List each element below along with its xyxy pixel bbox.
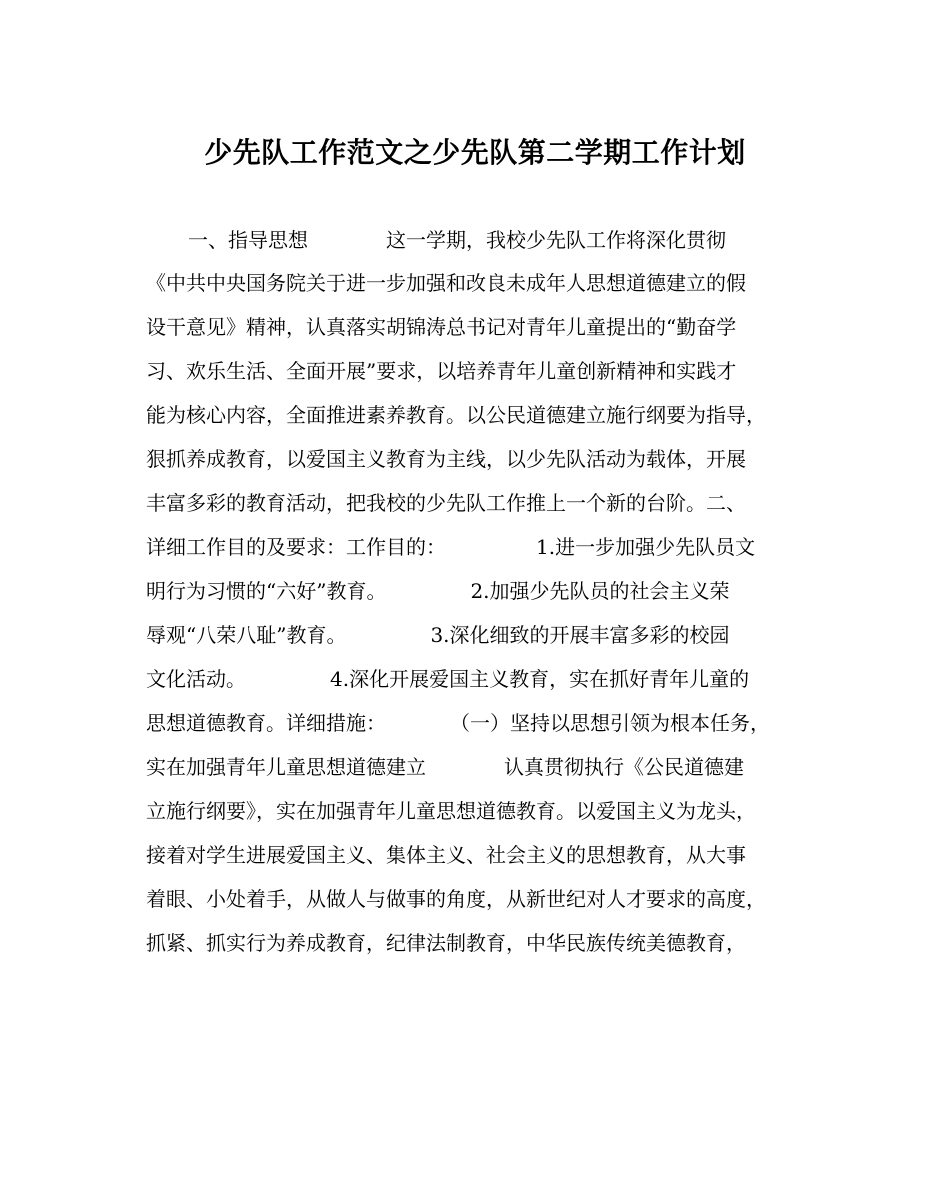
text-line-17 <box>146 929 746 957</box>
line-text: 思想道德教育。详细措施： <box>146 711 386 735</box>
text-line-14 <box>146 797 756 825</box>
heading-text: 一、指导思想 <box>188 228 308 252</box>
text-line-9 <box>146 577 730 605</box>
text-line-15 <box>146 841 746 869</box>
line-text: 抓紧、抓实行为养成教育，纪律法制教育，中华民族传统美德教育， <box>146 931 746 955</box>
text-line-6 <box>146 445 746 473</box>
text-line-16 <box>146 885 766 913</box>
line-text: 文化活动。 <box>146 667 246 691</box>
text-line-13 <box>146 753 744 781</box>
text-line-5 <box>146 401 766 429</box>
text-line-3 <box>146 313 736 341</box>
line-text: 能为核心内容，全面推进素养教育。以公民道德建立施行纲要为指导， <box>146 403 766 427</box>
line-text: 接着对学生进展爱国主义、集体主义、社会主义的思想教育，从大事 <box>146 843 746 867</box>
line-text: 明行为习惯的“六好”教育。 <box>146 579 387 603</box>
line-text: 3.深化细致的开展丰富多彩的校园 <box>430 623 730 647</box>
text-line-4 <box>146 357 736 385</box>
line-text: 认真贯彻执行《公民道德建 <box>504 755 744 779</box>
text-line-11 <box>146 665 749 693</box>
line-text: 辱观“八荣八耻”教育。 <box>146 623 347 647</box>
text-line-10 <box>146 621 730 649</box>
line-text: 4.深化开展爱国主义教育，实在抓好青年儿童的 <box>330 667 750 691</box>
text-line-8 <box>146 533 755 561</box>
text-line-2 <box>146 269 746 297</box>
line-text: 这一学期，我校少先队工作将深化贯彻 <box>386 228 726 252</box>
line-text: 狠抓养成教育，以爱国主义教育为主线，以少先队活动为载体，开展 <box>146 447 746 471</box>
line-text: 《中共中央国务院关于进一步加强和改良未成年人思想道德建立的假 <box>146 271 746 295</box>
line-text: 丰富多彩的教育活动，把我校的少先队工作推上一个新的台阶。二、 <box>146 491 746 515</box>
line-text: （一）坚持以思想引领为根本任务， <box>450 711 770 735</box>
line-text: 1.进一步加强少先队员文 <box>536 535 756 559</box>
line-text: 设干意见》精神，认真落实胡锦涛总书记对青年儿童提出的“勤奋学 <box>146 315 737 339</box>
line-text: 详细工作目的及要求：工作目的： <box>146 535 446 559</box>
line-text: 实在加强青年儿童思想道德建立 <box>146 755 426 779</box>
line-text: 立施行纲要》，实在加强青年儿童思想道德教育。以爱国主义为龙头， <box>146 799 756 823</box>
text-line-7 <box>146 489 746 517</box>
line-text: 习、欢乐生活、全面开展”要求，以培养青年儿童创新精神和实践才 <box>146 359 737 383</box>
document-title: 少先队工作范文之少先队第二学期工作计划 <box>204 136 746 169</box>
line-text: 2.加强少先队员的社会主义荣 <box>470 579 730 603</box>
text-line-1 <box>188 226 726 254</box>
text-line-12 <box>146 709 770 737</box>
line-text: 着眼、小处着手，从做人与做事的角度，从新世纪对人才要求的高度， <box>146 887 766 911</box>
